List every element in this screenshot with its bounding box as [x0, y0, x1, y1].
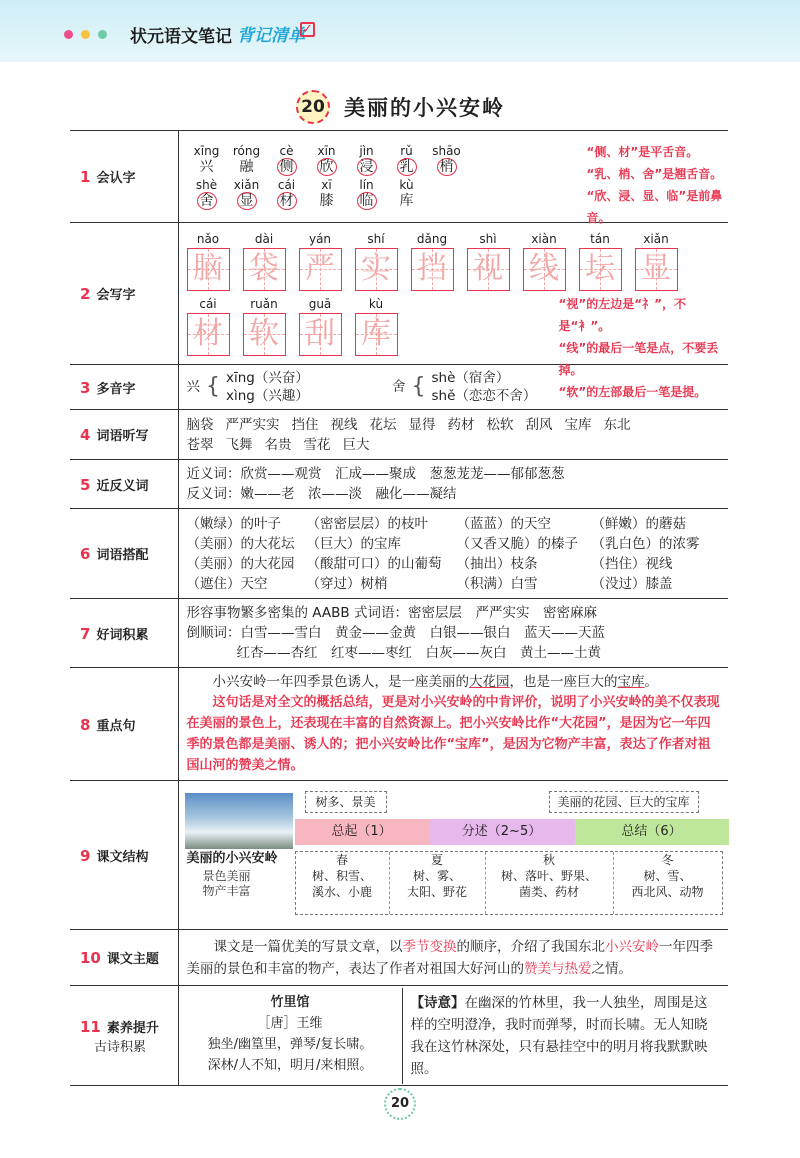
polyphone-readings: xīng（兴奋） xìng（兴趣）	[226, 370, 309, 404]
collocation-content	[178, 509, 728, 599]
char-item: xī 膝	[319, 177, 334, 209]
write-line-1	[187, 232, 721, 291]
structure-subtitle: 景色美丽 物产丰富	[202, 869, 251, 898]
polyphone-char: 舍	[392, 379, 406, 395]
row-label: 9 课文结构	[70, 781, 178, 930]
near-synonyms: 近义词：欣赏——观赏 汇成——聚成 葱葱茏茏——郁郁葱葱	[186, 466, 565, 482]
char-item: xiǎn 显	[233, 177, 260, 209]
row-label: 8 重点句	[70, 668, 178, 781]
collocation-row: （美丽）的大花坛 （巨大）的宝库 （又香又脆）的榛子 （乳白色）的浓雾	[186, 535, 700, 552]
row-label: 4 词语听写	[70, 410, 178, 460]
structure-content	[178, 781, 728, 930]
row-key-sentence	[70, 668, 728, 781]
season-autumn: 秋 树、落叶、野果、 菌类、药材	[486, 852, 614, 914]
row-write	[70, 223, 728, 365]
section-conclusion: 总结（6）	[575, 819, 729, 845]
row-label: 7 好词积累	[70, 599, 178, 668]
row-collocation	[70, 509, 728, 599]
char-item: kù 库	[399, 177, 414, 209]
key-sentence-analysis: 这句话是对全文的概括总结，更是对小兴安岭的中肯评价，说明了小兴安岭的美不仅表现在美丽的景色上，还表现在丰富的自然资源上。把小兴安岭比作“大花园”，是因为它一年四季的景色都是美丽、诱人的；把小兴安岭比作“宝库”，是因为它物产丰富，表达了作者对祖国山河的赞美之情。	[186, 695, 720, 773]
poem-meaning: 【诗意】在幽深的竹林里，我一人独坐，周围是这样的空明澄净，我时而弹琴，时而长啸。无人知晓我在这竹林深处，只有悬挂空中的明月将我默默映照。	[410, 994, 708, 1077]
seasons-box	[295, 851, 723, 915]
row-poem	[70, 986, 728, 1086]
structure-diagram	[183, 785, 725, 925]
collocation-row: （嫩绿）的叶子 （密密层层）的枝叶 （蓝蓝）的天空 （鲜嫩）的蘑菇	[186, 515, 686, 532]
write-char: dài 袋	[243, 232, 286, 291]
good-words-line: 倒顺词：白雪——雪白 黄金——金黄 白银——银白 蓝天——天蓝	[186, 625, 605, 641]
char-item: lín 临	[347, 178, 387, 210]
row-recognize	[70, 131, 728, 223]
write-char: shì 视	[467, 232, 510, 291]
season-summer: 夏 树、雾、 太阳、野花	[390, 852, 486, 914]
section-tag: 背记清单	[237, 26, 305, 46]
char-item: cái 材	[277, 177, 296, 209]
dictation-line-1: 脑袋 严严实实 挡住 视线 花坛 显得 药材 松软 刮风 宝库 东北	[186, 416, 631, 433]
write-char: nǎo 脑	[187, 232, 230, 291]
row-theme	[70, 930, 728, 986]
char-item: cè 侧	[267, 144, 307, 176]
row-label: 6 词语搭配	[70, 509, 178, 599]
check-icon: ✓	[300, 22, 315, 37]
write-char: xiǎn 显	[635, 232, 678, 291]
dictation-content	[178, 410, 728, 460]
char-item: jìn 浸	[347, 144, 387, 176]
row-label: 10 课文主题	[70, 930, 178, 986]
write-char: xiàn 线	[523, 232, 566, 291]
snow-landscape-image	[185, 793, 293, 849]
row-label: 1 会认字	[70, 131, 178, 223]
key-sentence-content	[178, 668, 728, 781]
notes-table	[70, 130, 728, 1086]
char-item: róng 融	[232, 143, 261, 175]
write-char: kù 库	[355, 297, 398, 356]
section-body: 分述（2~5）	[429, 819, 575, 845]
write-char: yán 严	[299, 232, 342, 291]
char-item: shāo 梢	[432, 143, 461, 175]
poem-content	[178, 986, 728, 1086]
row-synonyms	[70, 460, 728, 509]
brand-name: 状元语文笔记	[130, 27, 232, 47]
row-dictation	[70, 410, 728, 460]
header-bar	[0, 0, 800, 62]
write-char: guā 刮	[299, 297, 342, 356]
structure-title: 美丽的小兴安岭	[186, 851, 278, 866]
write-notes: “视”的左边是“礻”，不是“衤”。 “线”的最后一笔是点，不要丢掉。 “软”的左部最后一笔是提。	[558, 297, 719, 399]
synonyms-content	[178, 460, 728, 509]
good-words-line: 形容事物繁多密集的 AABB 式词语：密密层层 严严实实 密密麻麻	[186, 605, 597, 621]
pink-dot-icon	[64, 30, 73, 39]
bubble-left: 树多、景美	[305, 791, 387, 813]
row-structure	[70, 781, 728, 930]
write-char: shí 实	[355, 232, 398, 291]
write-char: cái 材	[187, 297, 230, 356]
char-item: shè 舍	[195, 177, 218, 209]
season-winter: 冬 树、雪、 西北风、动物	[631, 853, 704, 899]
lesson-heading	[296, 90, 505, 124]
write-char: dǎng 挡	[411, 232, 454, 291]
write-char: tán 坛	[579, 232, 622, 291]
key-sentence: 小兴安岭一年四季景色诱人，是一座美丽的大花园，也是一座巨大的宝库。	[212, 674, 658, 690]
polyphone-content: 兴 { xīng（兴奋） xìng（兴趣） 舍 { shè（宿舍） shě（恋恋不舍）	[178, 365, 728, 410]
recognize-notes: “侧、材”是平舌音。 “乳、梢、舍”是翘舌音。 “欣、浸、显、临”是前鼻音。	[586, 145, 723, 225]
collocation-row: （美丽）的大花园 （酸甜可口）的山葡萄 （抽出）枝条 （挡住）视线	[186, 555, 673, 572]
row-label: 2 会写字	[70, 223, 178, 365]
char-item: xīng 兴	[193, 143, 220, 175]
header-dots	[64, 30, 107, 39]
yellow-dot-icon	[81, 30, 90, 39]
recognize-content	[178, 131, 728, 223]
row-good-words	[70, 599, 728, 668]
lesson-title: 美丽的小兴安岭	[344, 96, 505, 120]
antonyms: 反义词：嫩——老 浓——淡 融化——凝结	[186, 486, 457, 502]
bubble-right: 美丽的花园、巨大的宝库	[549, 791, 699, 813]
theme-content: 课文是一篇优美的写景文章，以季节变换的顺序，介绍了我国东北小兴安岭一年四季美丽的景色和丰富的物产，表达了作者对祖国大好河山的赞美与热爱之情。	[178, 930, 728, 986]
dictation-line-2: 苍翠 飞舞 名贵 雪花 巨大	[186, 436, 370, 453]
char-item: rǔ 乳	[387, 144, 427, 176]
page-number: 20	[384, 1088, 416, 1120]
green-dot-icon	[98, 30, 107, 39]
good-words-content	[178, 599, 728, 668]
row-label: 5 近反义词	[70, 460, 178, 509]
lesson-number: 20	[296, 90, 330, 124]
section-intro: 总起（1）	[295, 819, 429, 845]
row-label: 3 多音字	[70, 365, 178, 410]
write-char: ruǎn 软	[243, 297, 286, 356]
poem-text: 竹里馆 ［唐］王维 独坐/幽篁里，弹琴/复长啸。 深林/人不知，明月/来相照。	[179, 988, 403, 1084]
season-spring: 春 树、积雪、 溪水、小鹿	[296, 852, 390, 914]
char-item: xīn 欣	[317, 143, 336, 175]
collocation-row: （遮住）天空 （穿过）树梢 （积满）白雪 （没过）膝盖	[186, 575, 673, 592]
polyphone-readings: shè（宿舍） shě（恋恋不舍）	[431, 370, 537, 404]
good-words-line: 红杏——杏红 红枣——枣红 白灰——灰白 黄土——土黄	[236, 645, 601, 661]
row-label: 11 素养提升 古诗积累	[70, 986, 178, 1086]
polyphone-char: 兴	[186, 379, 200, 395]
